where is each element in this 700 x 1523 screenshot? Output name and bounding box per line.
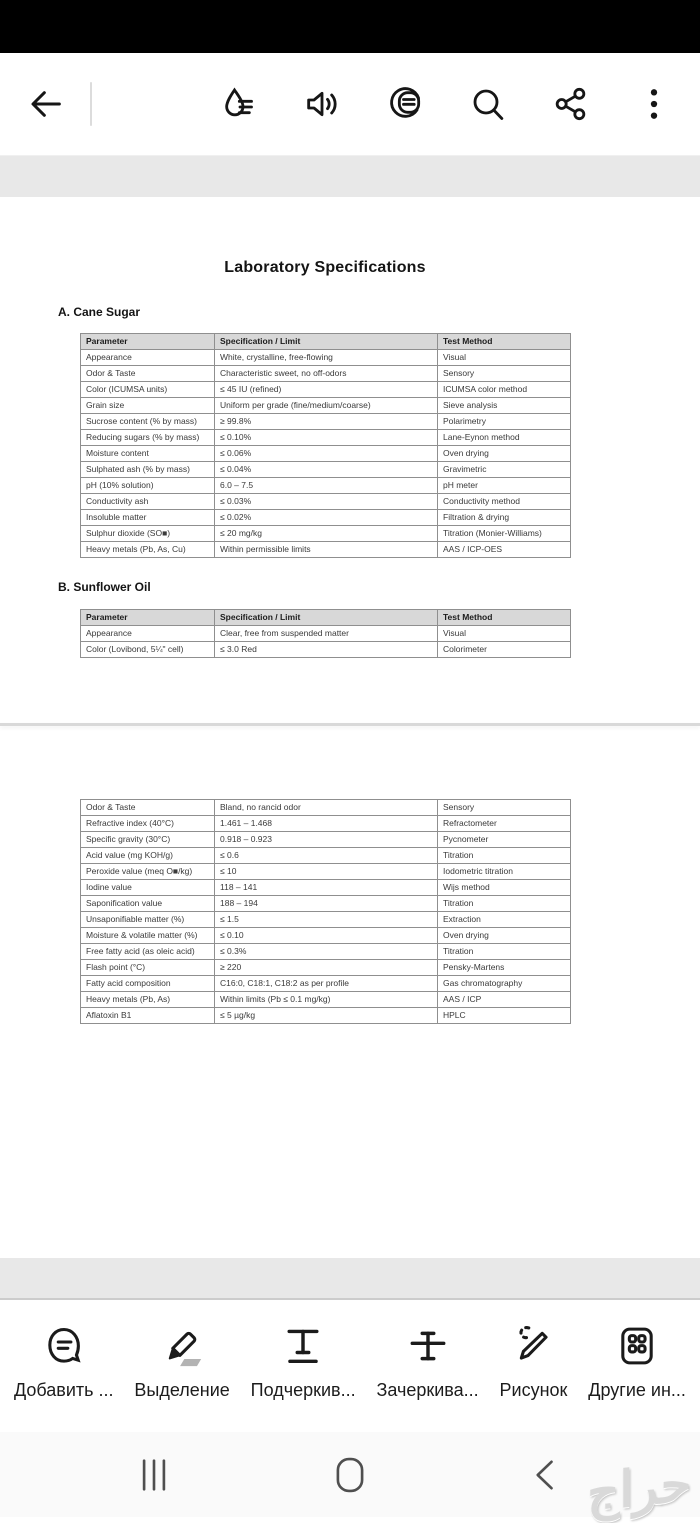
table-row [81, 800, 571, 816]
table-cell: ≤ 5 µg/kg [215, 1008, 438, 1024]
comments-icon [385, 84, 425, 124]
table-cell: Insoluble matter [81, 510, 215, 526]
recents-button[interactable] [132, 1453, 176, 1497]
drawing-button[interactable] [500, 1323, 568, 1401]
table-cell: 6.0 – 7.5 [215, 478, 438, 494]
table-cell: 1.461 – 1.468 [215, 816, 438, 832]
table-row [81, 832, 571, 848]
table-cell: Acid value (mg KOH/g) [81, 848, 215, 864]
table-header-cell: Parameter [81, 610, 215, 626]
table-row [81, 398, 571, 414]
table-cell: Reducing sugars (% by mass) [81, 430, 215, 446]
document-page [0, 197, 700, 1258]
table-cell: Refractometer [438, 816, 571, 832]
table-cell: Peroxide value (meq O■/kg) [81, 864, 215, 880]
table-cell: Odor & Taste [81, 800, 215, 816]
table-cell: Sulphated ash (% by mass) [81, 462, 215, 478]
table-cell: ≤ 10 [215, 864, 438, 880]
table-cell: Titration (Monier-Williams) [438, 526, 571, 542]
back-nav-icon [524, 1453, 568, 1497]
toolbar-actions [219, 84, 674, 124]
table-header-cell: Specification / Limit [215, 610, 438, 626]
table-row [81, 992, 571, 1008]
table-header-row [81, 610, 571, 626]
table-cell: Unsaponifiable matter (%) [81, 912, 215, 928]
ink-settings-icon [219, 84, 259, 124]
cane-sugar-table [80, 333, 571, 558]
table-row [81, 642, 571, 658]
table-cell: ≤ 0.02% [215, 510, 438, 526]
read-aloud-button[interactable] [302, 84, 342, 124]
table-cell: Sulphur dioxide (SO■) [81, 526, 215, 542]
more-options-button[interactable] [634, 84, 674, 124]
table-cell: Moisture & volatile matter (%) [81, 928, 215, 944]
table-cell: pH (10% solution) [81, 478, 215, 494]
table-cell: Sensory [438, 800, 571, 816]
table-cell: Color (ICUMSA units) [81, 382, 215, 398]
table-cell: Fatty acid composition [81, 976, 215, 992]
table-cell: ≤ 0.06% [215, 446, 438, 462]
table-cell: Iodometric titration [438, 864, 571, 880]
table-cell: Gravimetric [438, 462, 571, 478]
table-cell: Bland, no rancid odor [215, 800, 438, 816]
table-row [81, 626, 571, 642]
table-row [81, 880, 571, 896]
table-row [81, 478, 571, 494]
back-icon [26, 84, 66, 124]
table-cell: ≤ 0.6 [215, 848, 438, 864]
table-cell: Clear, free from suspended matter [215, 626, 438, 642]
table-cell: 188 – 194 [215, 896, 438, 912]
table-row [81, 526, 571, 542]
status-bar [0, 0, 700, 53]
back-button[interactable] [26, 84, 66, 124]
table-cell: ≤ 0.10% [215, 430, 438, 446]
section-heading-cane-sugar: A. Cane Sugar [58, 305, 141, 319]
table-row [81, 350, 571, 366]
table-cell: Characteristic sweet, no off-odors [215, 366, 438, 382]
table-cell: Titration [438, 848, 571, 864]
table-cell: Sieve analysis [438, 398, 571, 414]
share-button[interactable] [551, 84, 591, 124]
table-cell: Titration [438, 944, 571, 960]
table-cell: Polarimetry [438, 414, 571, 430]
share-icon [551, 84, 591, 124]
table-row [81, 366, 571, 382]
drawing-icon [510, 1323, 556, 1369]
table-cell: Color (Lovibond, 5¼" cell) [81, 642, 215, 658]
back-nav-button[interactable] [524, 1453, 568, 1497]
android-nav-bar [0, 1432, 700, 1522]
home-icon [328, 1453, 372, 1497]
table-cell: Heavy metals (Pb, As, Cu) [81, 542, 215, 558]
table-header-cell: Test Method [438, 610, 571, 626]
table-cell: Wijs method [438, 880, 571, 896]
table-row [81, 1008, 571, 1024]
toolbar-divider [90, 82, 92, 126]
table-cell: Filtration & drying [438, 510, 571, 526]
table-row [81, 912, 571, 928]
speaker-icon [302, 84, 342, 124]
table-row [81, 944, 571, 960]
table-cell: 118 – 141 [215, 880, 438, 896]
table-cell: Uniform per grade (fine/medium/coarse) [215, 398, 438, 414]
ink-settings-button[interactable] [219, 84, 259, 124]
strikethrough-icon [405, 1323, 451, 1369]
table-row [81, 848, 571, 864]
table-cell: Moisture content [81, 446, 215, 462]
table-cell: Extraction [438, 912, 571, 928]
table-row [81, 462, 571, 478]
more-tools-icon [614, 1323, 660, 1369]
highlight-button[interactable] [134, 1323, 229, 1401]
table-cell: Within limits (Pb ≤ 0.1 mg/kg) [215, 992, 438, 1008]
home-button[interactable] [328, 1453, 372, 1497]
add-comment-icon [41, 1323, 87, 1369]
page-margin-top [0, 155, 700, 197]
table-row [81, 816, 571, 832]
more-tools-label: Другие ин... [588, 1380, 686, 1400]
table-cell: ≤ 1.5 [215, 912, 438, 928]
table-cell: 0.918 – 0.923 [215, 832, 438, 848]
table-row [81, 864, 571, 880]
add-comment-label: Добавить ... [14, 1380, 114, 1400]
table-cell: Within permissible limits [215, 542, 438, 558]
table-cell: ≤ 0.04% [215, 462, 438, 478]
more-tools-button[interactable] [588, 1323, 686, 1401]
page-break-divider [0, 723, 700, 726]
table-header-cell: Test Method [438, 334, 571, 350]
comments-button[interactable] [385, 84, 425, 124]
table-cell: Grain size [81, 398, 215, 414]
table-cell: ≤ 20 mg/kg [215, 526, 438, 542]
table-cell: Conductivity ash [81, 494, 215, 510]
table-cell: Refractive index (40°C) [81, 816, 215, 832]
table-cell: Saponification value [81, 896, 215, 912]
table-cell: Visual [438, 626, 571, 642]
sunflower-oil-continuation-table [80, 799, 571, 1024]
highlight-label: Выделение [134, 1380, 230, 1400]
table-cell: ≥ 99.8% [215, 414, 438, 430]
table-row [81, 928, 571, 944]
table-cell: HPLC [438, 1008, 571, 1024]
search-icon [468, 84, 508, 124]
table-row [81, 542, 571, 558]
table-cell: ≤ 3.0 Red [215, 642, 438, 658]
more-options-icon [634, 84, 674, 124]
table-cell: ≥ 220 [215, 960, 438, 976]
table-cell: Oven drying [438, 446, 571, 462]
section-heading-sunflower-oil: B. Sunflower Oil [58, 580, 151, 594]
table-cell: ≤ 0.10 [215, 928, 438, 944]
table-cell: Free fatty acid (as oleic acid) [81, 944, 215, 960]
table-cell: AAS / ICP-OES [438, 542, 571, 558]
table-cell: Colorimeter [438, 642, 571, 658]
table-cell: Heavy metals (Pb, As) [81, 992, 215, 1008]
table-header-cell: Specification / Limit [215, 334, 438, 350]
table-row [81, 382, 571, 398]
table-header-row [81, 334, 571, 350]
table-cell: pH meter [438, 478, 571, 494]
table-cell: Specific gravity (30°C) [81, 832, 215, 848]
highlighter-icon [159, 1323, 205, 1369]
table-row [81, 494, 571, 510]
table-cell: Sensory [438, 366, 571, 382]
document-title: Laboratory Specifications [224, 259, 426, 276]
table-cell: Aflatoxin B1 [81, 1008, 215, 1024]
table-cell: White, crystalline, free-flowing [215, 350, 438, 366]
table-row [81, 976, 571, 992]
table-row [81, 896, 571, 912]
strikethrough-button[interactable] [376, 1323, 478, 1401]
table-cell: Sucrose content (% by mass) [81, 414, 215, 430]
annotation-toolbar [0, 1300, 700, 1432]
table-cell: ≤ 0.03% [215, 494, 438, 510]
haraj-watermark: حراج [587, 1454, 692, 1522]
table-cell: Iodine value [81, 880, 215, 896]
table-cell: ICUMSA color method [438, 382, 571, 398]
table-cell: Appearance [81, 350, 215, 366]
table-cell: Visual [438, 350, 571, 366]
table-cell: AAS / ICP [438, 992, 571, 1008]
table-cell: Odor & Taste [81, 366, 215, 382]
table-cell: Appearance [81, 626, 215, 642]
sunflower-oil-table [80, 609, 571, 658]
search-button[interactable] [468, 84, 508, 124]
table-cell: Conductivity method [438, 494, 571, 510]
underline-label: Подчеркив... [250, 1380, 356, 1400]
table-cell: ≤ 0.3% [215, 944, 438, 960]
strikethrough-label: Зачеркива... [376, 1380, 479, 1400]
app-toolbar [0, 53, 700, 155]
page-margin-bottom [0, 1258, 700, 1300]
table-row [81, 446, 571, 462]
table-header-cell: Parameter [81, 334, 215, 350]
table-cell: Pycnometer [438, 832, 571, 848]
table-row [81, 414, 571, 430]
table-cell: Titration [438, 896, 571, 912]
table-cell: C16:0, C18:1, C18:2 as per profile [215, 976, 438, 992]
drawing-label: Рисунок [499, 1380, 568, 1400]
table-cell: Flash point (°C) [81, 960, 215, 976]
table-cell: Gas chromatography [438, 976, 571, 992]
table-cell: Pensky-Martens [438, 960, 571, 976]
add-comment-button[interactable] [14, 1323, 114, 1401]
table-cell: Oven drying [438, 928, 571, 944]
table-row [81, 430, 571, 446]
table-row [81, 960, 571, 976]
underline-icon [280, 1323, 326, 1369]
table-cell: Lane-Eynon method [438, 430, 571, 446]
table-cell: ≤ 45 IU (refined) [215, 382, 438, 398]
recents-icon [132, 1453, 176, 1497]
table-row [81, 510, 571, 526]
underline-button[interactable] [251, 1323, 356, 1401]
